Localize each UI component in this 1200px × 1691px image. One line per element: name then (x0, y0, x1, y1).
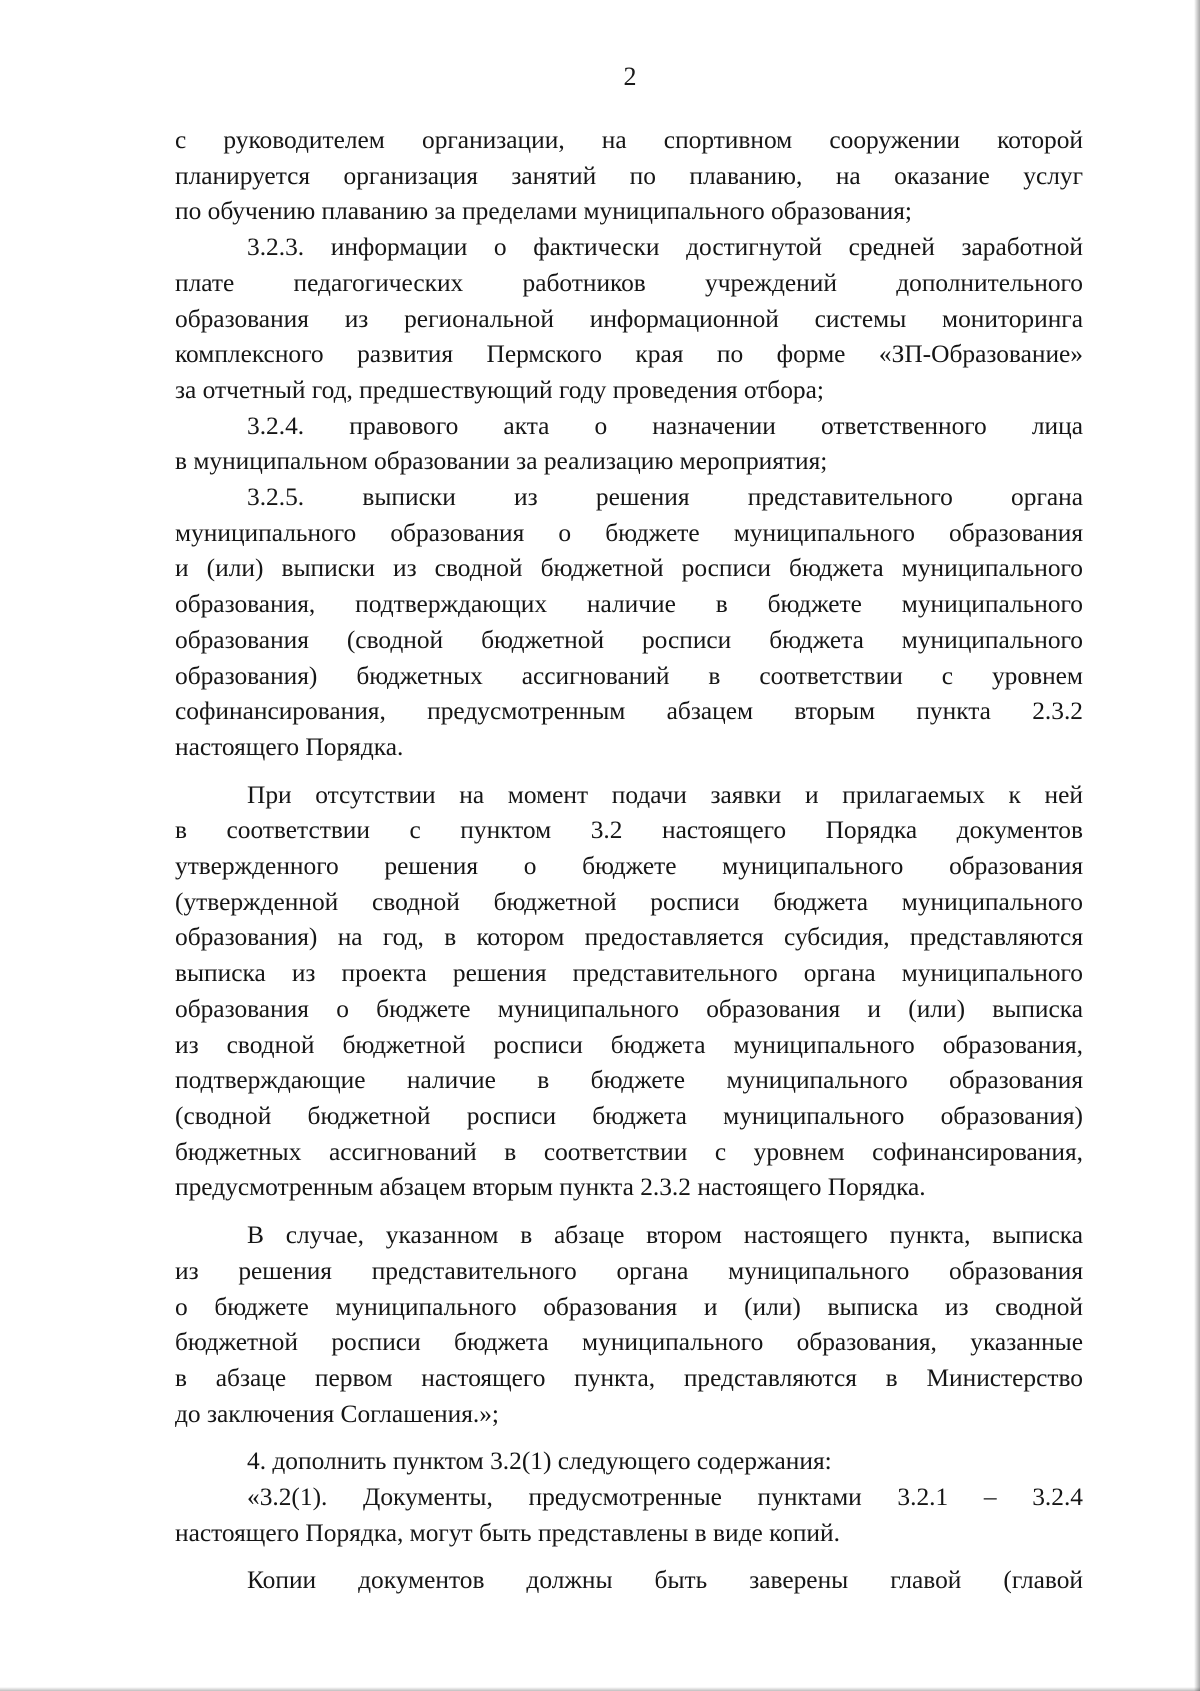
paragraph-line: предусмотренным абзацем вторым пункта 2.3.2 настоящего Порядка. (175, 1173, 926, 1202)
paragraph-line: образования) на год, в котором предоставляется субсидия, представляются (175, 923, 1083, 952)
paragraph-line: 3.2.5. выписки из решения представительного органа (247, 483, 1083, 512)
paragraph-line: образования, подтверждающих наличие в бюджете муниципального (175, 590, 1083, 619)
page-number: 2 (623, 62, 637, 91)
paragraph-line: из решения представительного органа муниципального образования (175, 1256, 1083, 1285)
paragraph-line: образования о бюджете муниципального образования и (или) выписка (175, 994, 1083, 1023)
paragraph-line: муниципального образования о бюджете муниципального образования (175, 518, 1083, 547)
paragraph-line: (сводной бюджетной росписи бюджета муниципального образования) (175, 1101, 1083, 1130)
paragraph-line: о бюджете муниципального образования и (или) выписка из сводной (175, 1292, 1083, 1321)
paragraph-line: плате педагогических работников учреждений дополнительного (175, 268, 1083, 297)
scan-bottom-edge (0, 1687, 1200, 1691)
paragraph-line: бюджетных ассигнований в соответствии с уровнем софинансирования, (175, 1137, 1083, 1166)
paragraph-line: образования) бюджетных ассигнований в соответствии с уровнем (175, 661, 1083, 690)
paragraph-line: 3.2.4. правового акта о назначении ответственного лица (247, 411, 1083, 440)
paragraph-line: по обучению плаванию за пределами муниципального образования; (175, 197, 912, 226)
paragraph-line: подтверждающие наличие в бюджете муниципального образования (175, 1066, 1083, 1095)
paragraph-line: бюджетной росписи бюджета муниципального образования, указанные (175, 1328, 1083, 1357)
paragraph-line: выписка из проекта решения представительного органа муниципального (175, 959, 1083, 988)
paragraph-line: образования из региональной информационной системы мониторинга (175, 304, 1083, 333)
paragraph-line: «3.2(1). Документы, предусмотренные пунктами 3.2.1 – 3.2.4 (247, 1483, 1083, 1512)
paragraph-line: комплексного развития Пермского края по форме «ЗП-Образование» (175, 340, 1083, 369)
paragraph-line: 4. дополнить пунктом 3.2(1) следующего содержания: (247, 1447, 832, 1476)
paragraph-line: из сводной бюджетной росписи бюджета муниципального образования, (175, 1030, 1083, 1059)
paragraph-line: (утвержденной сводной бюджетной росписи бюджета муниципального (175, 887, 1083, 916)
paragraph-line: до заключения Соглашения.»; (175, 1399, 499, 1428)
scan-edge-shadow (1194, 0, 1200, 1691)
paragraph-line: настоящего Порядка. (175, 732, 404, 761)
paragraph-line: в муниципальном образовании за реализацию мероприятия; (175, 447, 828, 476)
paragraph-line: планируется организация занятий по плаванию, на оказание услуг (175, 161, 1083, 190)
paragraph-line: Копии документов должны быть заверены главой (главой (247, 1566, 1083, 1595)
paragraph-line: утвержденного решения о бюджете муниципального образования (175, 852, 1083, 881)
paragraph-line: с руководителем организации, на спортивном сооружении которой (175, 126, 1083, 154)
paragraph-line: и (или) выписки из сводной бюджетной росписи бюджета муниципального (175, 554, 1083, 583)
paragraph-line: софинансирования, предусмотренным абзацем вторым пункта 2.3.2 (175, 697, 1083, 726)
paragraph-line: В случае, указанном в абзаце втором настоящего пункта, выписка (247, 1221, 1083, 1250)
paragraph-line: за отчетный год, предшествующий году проведения отбора; (175, 375, 824, 404)
paragraph-line: При отсутствии на момент подачи заявки и прилагаемых к ней (247, 780, 1083, 809)
document-body (175, 123, 1083, 1599)
paragraph-line: настоящего Порядка, могут быть представлены в виде копий. (175, 1518, 840, 1547)
paragraph-line: образования (сводной бюджетной росписи бюджета муниципального (175, 625, 1083, 654)
paragraph-line: 3.2.3. информации о фактически достигнутой средней заработной (247, 233, 1083, 262)
paragraph-line: в соответствии с пунктом 3.2 настоящего Порядка документов (175, 816, 1083, 845)
paragraph-line: в абзаце первом настоящего пункта, представляются в Министерство (175, 1363, 1083, 1392)
